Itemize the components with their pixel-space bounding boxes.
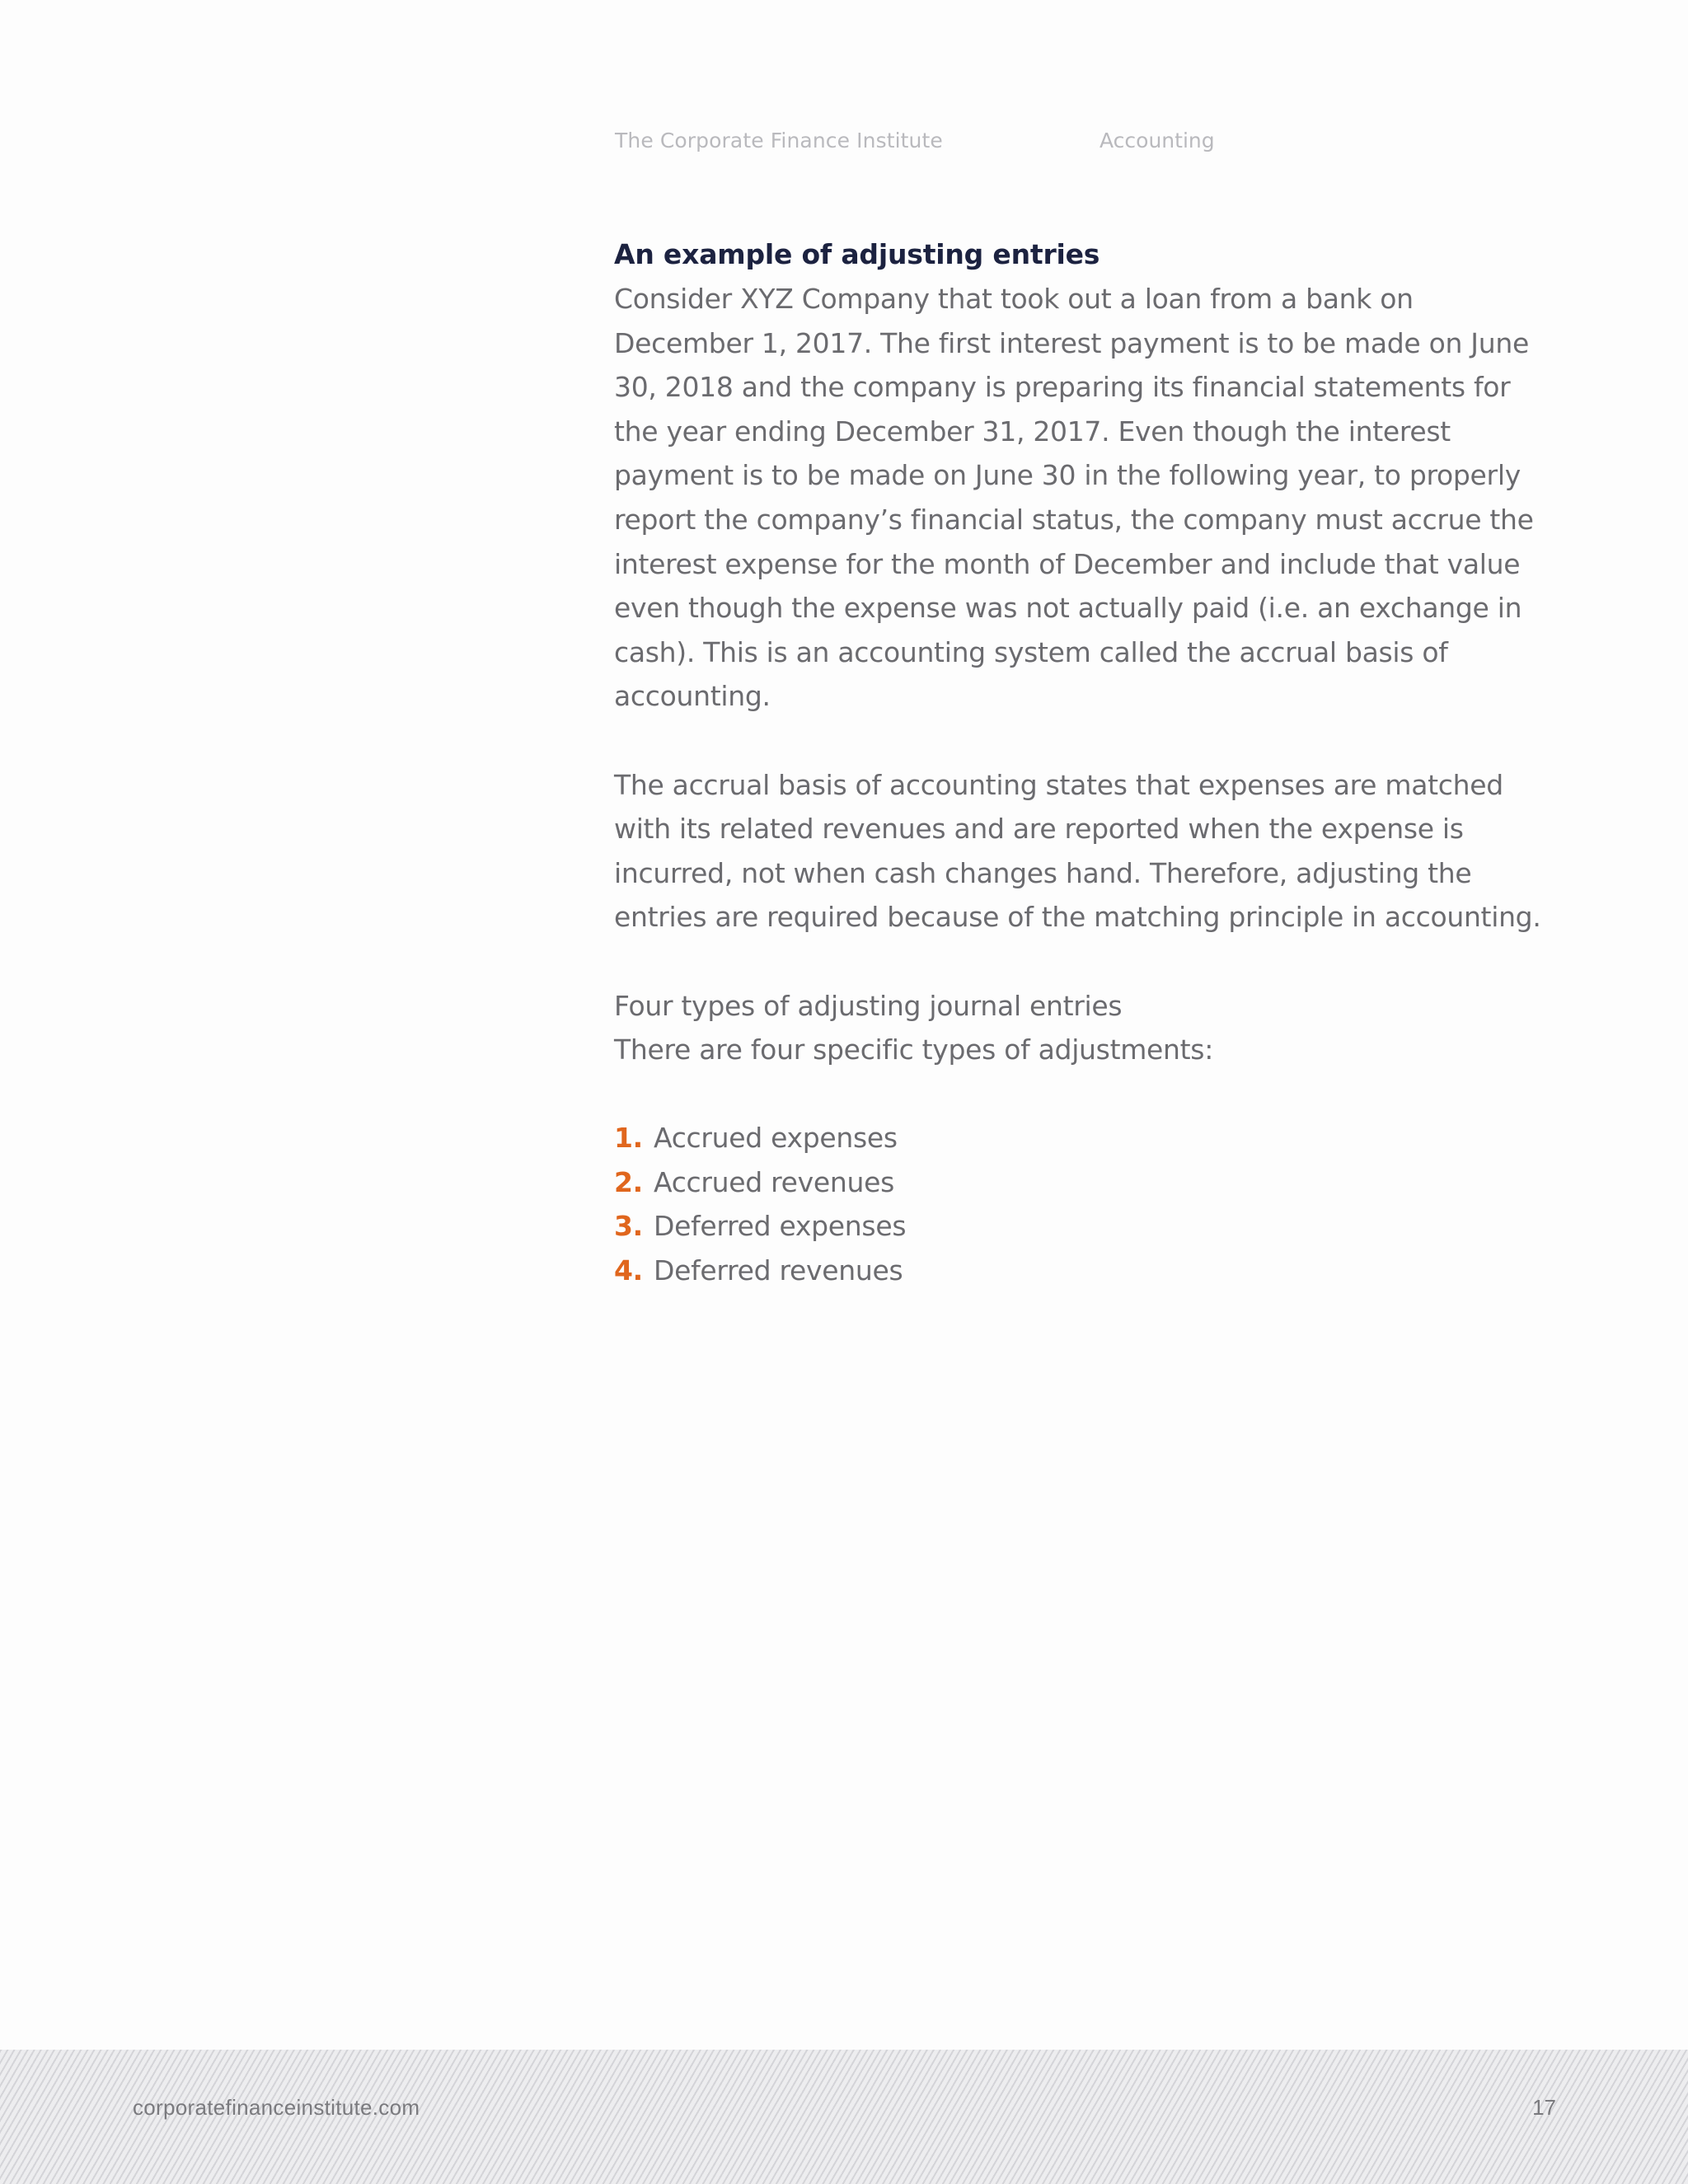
list-item-text: Accrued revenues [654, 1165, 895, 1198]
list-item-text: Deferred revenues [654, 1254, 903, 1287]
subheading-adjusting-types: Four types of adjusting journal entries [614, 989, 1123, 1022]
section-heading: An example of adjusting entries [614, 238, 1100, 270]
footer-website-link[interactable]: corporatefinanceinstitute.com [133, 2095, 420, 2120]
main-content [614, 232, 1558, 1293]
paragraph-accrual-basis: The accrual basis of accounting states that expenses are matched with its related revenues and are reported when the expense is incurred, not when cash changes hand. Therefore, adjusting the entries are required because of the matching principle in accounting. [614, 768, 1541, 934]
paragraph-loan-example: Consider XYZ Company that took out a loan from a bank on December 1, 2017. The first interest payment is to be made on June 30, 2018 and the company is preparing its financial statements for the year ending December 31, 2017. Even though the interest payment is to be made on June 30 in the following year, to properly report the company’s financial status, the company must accrue the interest expense for the month of December and include that value even though the expense was not actually paid (i.e. an exchange in cash). This is an accounting system called the accrual basis of accounting. [614, 283, 1534, 713]
paragraph-spacer [614, 719, 1558, 763]
page-footer [0, 2050, 1688, 2184]
header-section: Accounting [1100, 129, 1215, 152]
list-item-text: Accrued expenses [654, 1122, 898, 1155]
list-item [614, 1116, 1558, 1160]
adjustment-types-list [614, 1116, 1558, 1292]
list-intro: There are four specific types of adjustments: [614, 1033, 1214, 1066]
list-item [614, 1160, 1558, 1205]
list-item [614, 1249, 1558, 1293]
page-number: 17 [1532, 2095, 1556, 2120]
list-item [614, 1204, 1558, 1249]
header-publisher: The Corporate Finance Institute [615, 129, 943, 152]
list-item-number: 4. [614, 1254, 643, 1287]
list-item-text: Deferred expenses [654, 1210, 907, 1243]
list-item-number: 3. [614, 1210, 643, 1243]
paragraph-spacer [614, 1072, 1558, 1117]
list-item-number: 1. [614, 1122, 643, 1155]
list-item-number: 2. [614, 1165, 643, 1198]
paragraph-spacer [614, 940, 1558, 984]
